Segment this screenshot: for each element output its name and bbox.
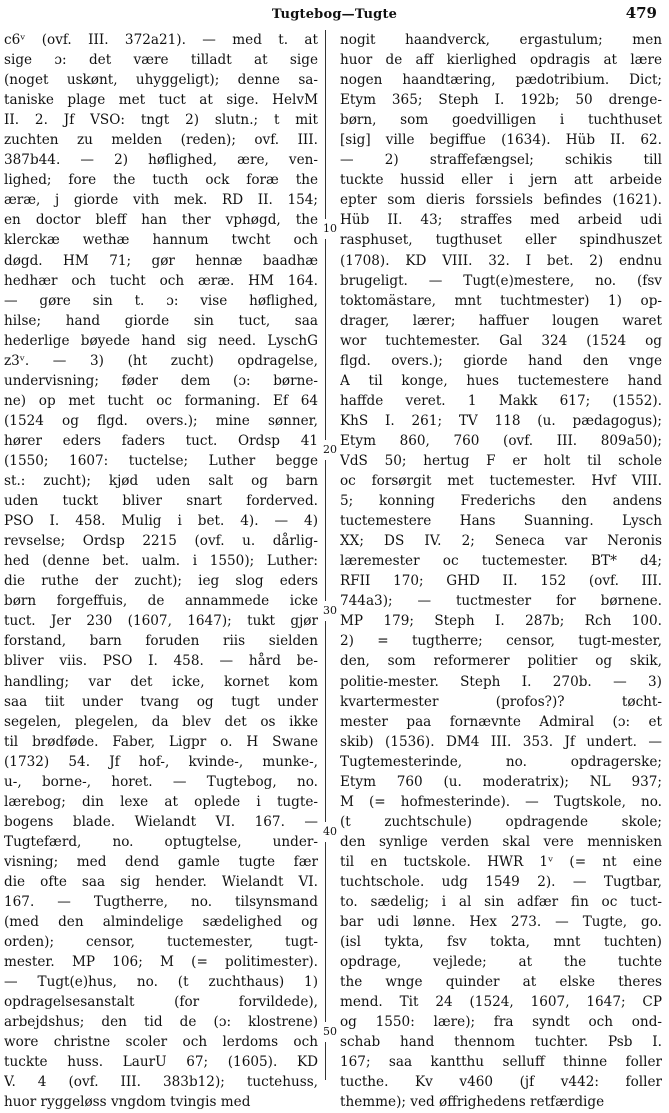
line-number-30: 30: [322, 601, 338, 621]
right-column-line: tuckte hussid eller i jern att arbeide: [340, 172, 662, 189]
right-column-line: [sig] ville begiffue (1634). Hüb II. 62.: [340, 132, 662, 149]
right-column-line: huor de aff kierlighed opdragis at lære: [340, 52, 662, 69]
right-column-line: (1708). KD VIII. 32. I bet. 2) endnu: [340, 252, 662, 269]
left-column-line: hedhær och tucht och æræ. HM 164.: [4, 272, 318, 289]
left-column-line: arbejdshus; den tid de (ɔ: klostrene): [4, 1014, 318, 1031]
right-column-line: RFII 170; GHD II. 152 (ovf. III.: [340, 573, 662, 590]
left-column-line: klerckæ wethæ hannum twcht och: [4, 232, 318, 249]
left-column-line: II. 2. Jf VSO: tngt 2) slutn.; t mit: [4, 112, 318, 129]
right-column-line: nogit haandverck, ergastulum; men: [340, 32, 662, 48]
right-column-line: og 1550: lære); fra syndt och ond-: [340, 1014, 662, 1031]
left-column: [4, 30, 318, 1113]
left-column-line: lighed; fore the tucth ock foræ the: [4, 172, 318, 189]
right-column-line: MP 179; Steph I. 287b; Rch 100.: [340, 613, 662, 630]
page-header: [0, 4, 669, 26]
right-column-line: KhS I. 261; TV 118 (u. pædagogus);: [340, 412, 662, 429]
left-column-line: en doctor bleff han ther vphøgd, the: [4, 212, 318, 229]
left-column-line: taniske plage met tuct at sige. HelvM: [4, 92, 318, 109]
right-column-line: flgd. overs.); giorde hand den vnge: [340, 352, 662, 369]
left-column-line: die ruthe der zucht); ieg slog eders: [4, 573, 318, 590]
left-column-line: opdragelsesanstalt (for forvildede),: [4, 994, 318, 1011]
left-column-line: c6ᵛ (ovf. III. 372a21). — med t. at: [4, 32, 318, 48]
running-head: Tugtebog—Tugte: [271, 7, 398, 22]
line-number-50: 50: [322, 1022, 338, 1042]
left-column-line: huor ryggeløss vngdom tvingis med: [4, 1094, 251, 1111]
page-number: 479: [625, 4, 657, 22]
right-column-line: 744a3); — tuctmester for børnene.: [340, 593, 662, 610]
line-number-20: 20: [322, 440, 338, 460]
left-column-line: (1550; 1607: tuctelse; Luther begge: [4, 452, 318, 469]
left-column-line: til brødføde. Faber, Ligpr o. H Swane: [4, 733, 318, 750]
left-column-line: sige ɔ: det være tilladt at sige: [4, 52, 318, 69]
right-column-line: politie-mester. Steph I. 270b. — 3): [340, 673, 662, 690]
right-column-line: the wnge quinder at elske theres: [340, 974, 662, 991]
right-column-line: haffde veret. 1 Makk 617; (1552).: [340, 392, 662, 409]
column-divider: [325, 30, 326, 1080]
right-column-line: — 2) straffefængsel; schikis till: [340, 152, 662, 169]
right-column-line: (t zuchtschule) opdragende skole;: [340, 813, 662, 830]
left-column-line: bogens blade. Wielandt VI. 167. —: [4, 813, 318, 830]
left-column-line: ne) op met tucht oc formaning. Ef 64: [4, 392, 318, 409]
right-column-line: epter som dieris forssiels befindes (1621).: [340, 192, 662, 209]
right-column-line: kvartermester (profos?)? tøcht-: [340, 693, 662, 710]
right-column-line: 5; konning Frederichs den andens: [340, 493, 662, 510]
left-column-line: hed (denne bet. ualm. i 1550); Luther:: [4, 553, 318, 570]
right-column-line: Etym 860, 760 (ovf. III. 809a50);: [340, 432, 662, 449]
left-column-line: undervisning; føder dem (ɔ: børne-: [4, 372, 318, 389]
right-column-line: Tugtemesterinde, no. opdragerske;: [340, 753, 662, 770]
right-column-line: Etym 365; Steph I. 192b; 50 drenge-: [340, 92, 662, 109]
right-column-line: (isl tykta, fsv tokta, mnt tuchten): [340, 934, 662, 951]
left-column-line: mester. MP 106; M (= politimester).: [4, 954, 318, 971]
right-column-line: til en tuctskole. HWR 1ᵛ (= nt eine: [340, 853, 662, 870]
right-column-line: nogen haandtæring, pædotribium. Dict;: [340, 72, 662, 89]
right-column-line: XX; DS IV. 2; Seneca var Neronis: [340, 533, 662, 550]
right-column-line: opdrage, vejlede; at the tuchte: [340, 954, 662, 971]
right-column-line: tucthe. Kv v460 (jf v442: foller: [340, 1074, 662, 1091]
left-column-line: zuchten zu melden (reden); ovf. III.: [4, 132, 318, 149]
left-column-line: st.: zucht); kjød uden salt og barn: [4, 473, 318, 490]
left-column-line: (noget uskønt, uhyggeligt); denne sa-: [4, 72, 318, 89]
right-column-line: børn, som goedvilligen i tuchthuset: [340, 112, 662, 129]
right-column-line: den, som reformerer politier og skik,: [340, 653, 662, 670]
left-column-line: segelen, plegelen, da blev det os ikke: [4, 713, 318, 730]
right-column-line: A til konge, hues tuctemestere hand: [340, 372, 662, 389]
left-column-line: — gøre sin t. ɔ: vise høflighed,: [4, 292, 318, 309]
left-column-line: hører eders faders tuct. Ordsp 41: [4, 432, 318, 449]
left-column-line: uden tuckt bliver snart forderved.: [4, 493, 318, 510]
right-column-line: 2) = tugtherre; censor, tugt-mester,: [340, 633, 662, 650]
left-column-line: PSO I. 458. Mulig i bet. 4). — 4): [4, 513, 318, 530]
left-column-line: z3ᵛ. — 3) (ht zucht) opdragelse,: [4, 352, 318, 369]
left-column-line: tuct. Jer 230 (1607, 1647); tukt gjør: [4, 613, 318, 630]
right-column-line: mend. Tit 24 (1524, 1607, 1647; CP: [340, 994, 662, 1011]
left-column-line: 167. — Tugtherre, no. tilsynsmand: [4, 894, 318, 911]
left-column-line: handling; var det icke, kornet kom: [4, 673, 318, 690]
right-column-line: schab hand thennom tuchter. Psb I.: [340, 1034, 662, 1051]
left-column-line: bliver viis. PSO I. 458. — hård be-: [4, 653, 318, 670]
right-column-line: Hüb II. 43; straffes med arbeid udi: [340, 212, 662, 229]
left-column-line: saa tiit under tvang og tugt under: [4, 693, 318, 710]
left-column-line: revselse; Ordsp 2215 (ovf. u. dårlig-: [4, 533, 318, 550]
left-column-line: V. 4 (ovf. III. 383b12); tuctehuss,: [4, 1074, 318, 1091]
left-column-line: orden); censor, tuctemester, tugt-: [4, 934, 318, 951]
left-column-line: tuckte huss. LaurU 67; (1605). KD: [4, 1054, 318, 1071]
left-column-line: u-, borne-, horet. — Tugtebog, no.: [4, 773, 318, 790]
right-column-line: 167; saa kantthu selluff thinne foller: [340, 1054, 662, 1071]
left-column-line: — Tugt(e)hus, no. (t zuchthaus) 1): [4, 974, 318, 991]
line-number-10: 10: [322, 219, 338, 239]
right-column-line: themme); ved øffrighedens retfærdige: [340, 1094, 605, 1111]
left-column-line: Tugtefærd, no. optugtelse, under-: [4, 833, 318, 850]
right-column-line: toktomästare, mnt tuchtmester) 1) op-: [340, 292, 662, 309]
left-column-line: hilse; hand giorde sin tuct, saa: [4, 312, 318, 329]
right-column: [340, 30, 662, 1113]
right-column-line: mester paa fornævnte Admiral (ɔ: et: [340, 713, 662, 730]
right-column-line: VdS 50; hertug F er holt til schole: [340, 452, 662, 469]
left-column-line: forstand, barn foruden riis sielden: [4, 633, 318, 650]
right-column-line: læremester oc tuctemester. BT* d4;: [340, 553, 662, 570]
left-column-line: døgd. HM 71; gør hennæ baadhæ: [4, 252, 318, 269]
right-column-line: oc forsørgit met tuctemester. Hvf VIII.: [340, 473, 662, 490]
left-column-line: wore christne scoler och lerdoms och: [4, 1034, 318, 1051]
left-column-line: hederlige bøyede hand sig need. LyschG: [4, 332, 318, 349]
left-column-line: visning; med dend gamle tugte fær: [4, 853, 318, 870]
left-column-line: børn forgeffuis, de annammede icke: [4, 593, 318, 610]
line-number-40: 40: [322, 822, 338, 842]
left-column-line: (med den almindelige sædelighed og: [4, 914, 318, 931]
left-column-line: lærebog; din lexe at oplede i tugte-: [4, 793, 318, 810]
right-column-line: den synlige verden skal vere mennisken: [340, 833, 662, 850]
right-column-line: brugeligt. — Tugt(e)mestere, no. (fsv: [340, 272, 662, 289]
left-column-line: (1732) 54. Jf hof-, kvinde-, munke-,: [4, 753, 318, 770]
right-column-line: skib) (1536). DM4 III. 353. Jf undert. —: [340, 733, 662, 750]
right-column-line: bar udi lønne. Hex 273. — Tugte, go.: [340, 914, 662, 931]
left-column-line: 387b44. — 2) høflighed, ære, ven-: [4, 152, 318, 169]
right-column-line: tuchtschole. udg 1549 2). — Tugtbar,: [340, 873, 662, 890]
right-column-line: tuctemestere Hans Suanning. Lysch: [340, 513, 662, 530]
right-column-line: wor tuchtemester. Gal 324 (1524 og: [340, 332, 662, 349]
right-column-line: M (= hofmesterinde). — Tugtskole, no.: [340, 793, 662, 810]
left-column-line: (1524 og flgd. overs.); mine sønner,: [4, 412, 318, 429]
right-column-line: Etym 760 (u. moderatrix); NL 937;: [340, 773, 662, 790]
left-column-line: die ofte saa sig hender. Wielandt VI.: [4, 873, 318, 890]
right-column-line: to. sædelig; i al sin adfær fin oc tuct-: [340, 894, 662, 911]
right-column-line: rasphuset, tugthuset eller spindhuszet: [340, 232, 662, 249]
left-column-line: æræ, j giorde vith mek. RD II. 154;: [4, 192, 318, 209]
right-column-line: drager, lærer; haffuer lougen waret: [340, 312, 662, 329]
